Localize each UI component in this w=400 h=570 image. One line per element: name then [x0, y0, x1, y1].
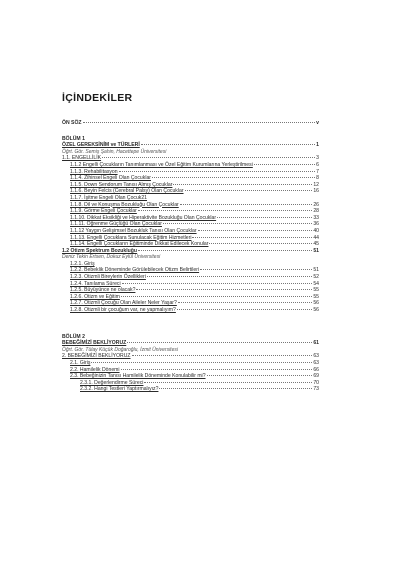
dot-leader: [138, 210, 313, 211]
dot-leader: [147, 276, 312, 277]
entry-page: 66: [313, 366, 319, 373]
toc-entry[interactable]: [62, 287, 319, 294]
table-of-contents: [62, 120, 319, 393]
entry-page: 69: [313, 373, 319, 380]
toc-entry[interactable]: [62, 175, 319, 182]
entry-page: 51: [313, 267, 319, 274]
entry-page: 63: [313, 360, 319, 366]
entry-title: 1.1.6. Beyin Felcis (Cerebral Palsy) Olan Çocuklar: [70, 188, 184, 195]
entry-page: 7: [316, 168, 319, 175]
entry-title: 1.2.1. Giriş: [70, 260, 95, 267]
chapter-label: BÖLÜM 1: [62, 135, 85, 142]
toc-entry[interactable]: [62, 274, 319, 281]
entry-title: 1.1.7. İşitme Engeli Olan Çocuk21: [70, 194, 148, 201]
entry-title: 1.2.5. Büyüyünce ne olacak?: [70, 287, 136, 294]
entry-title: ÖN SÖZ: [62, 120, 82, 126]
toc-entry[interactable]: [62, 373, 319, 380]
entry-title: 2.3. Bebeğinizin Tanısı Hamilelik Döneminde Konulabilir mi?: [70, 373, 206, 380]
page-title: İÇİNDEKİLER: [62, 92, 133, 104]
entry-title: BEBEĞİMİZİ BEKLİYORUZ: [62, 340, 127, 347]
entry-title: 1.1.4. Zihinsel Engeli Olan Çocuklar: [70, 175, 151, 182]
dot-leader: [173, 184, 312, 185]
entry-title: 1.1.11. Öğrenme Güçlüğü Olan Çocuklar: [70, 221, 162, 228]
entry-title: 1.1.8. Dil ve Konuşma Bozukluğu Olan Çocuklar: [70, 201, 179, 208]
entry-page: 16: [313, 188, 319, 195]
entry-page: 8: [316, 175, 319, 182]
dot-leader: [198, 230, 313, 231]
toc-entry[interactable]: [62, 202, 319, 209]
toc-entry[interactable]: [62, 221, 319, 228]
entry-page: 73: [313, 386, 319, 393]
toc-entry[interactable]: [62, 228, 319, 235]
entry-page: 55: [313, 287, 319, 294]
toc-entry[interactable]: [62, 182, 319, 189]
toc-entry[interactable]: [62, 300, 319, 307]
dot-leader: [119, 171, 316, 172]
toc-entry[interactable]: [62, 208, 319, 215]
entry-title: 1.1.2 Engelli Çocukların Tanımlanması ve Özel Eğitim Kurumlarına Yerleştirilmesi: [70, 161, 253, 168]
dot-leader: [192, 237, 312, 238]
entry-page: 33: [313, 214, 319, 221]
dot-leader: [127, 342, 312, 343]
entry-title: ÖZEL GEREKSİNİM ve TÜRLERİ: [62, 142, 140, 149]
entry-title: 1.1.12 Yaygın Gelişimsel Bozukluk Tanısı Olan Çocuklar: [70, 227, 197, 234]
entry-page: 36: [313, 221, 319, 228]
toc-entry[interactable]: [62, 169, 319, 176]
entry-title: 1.1.5. Down Sendorum Tanısı Almış Çocuklar: [70, 181, 173, 188]
toc-entry[interactable]: [62, 294, 319, 301]
chapter-heading[interactable]: [62, 340, 319, 347]
dot-leader: [138, 250, 312, 251]
entry-title: 2. BEBEĞİMİZİ BEKLİYORUZ: [62, 353, 131, 360]
spacer: [62, 127, 319, 136]
dot-leader: [122, 283, 313, 284]
entry-title: 1.2 Otizm Spektrum Bozukluğu: [62, 247, 138, 254]
toc-section[interactable]: [62, 353, 319, 360]
entry-title: 2.1. Giriş: [70, 360, 91, 366]
entry-page: 12: [313, 181, 319, 188]
toc-entry[interactable]: [62, 367, 319, 374]
toc-entry[interactable]: [62, 261, 319, 268]
dot-leader: [180, 204, 313, 205]
dot-leader: [152, 177, 315, 178]
spacer: [62, 314, 319, 334]
entry-page: 70: [313, 379, 319, 386]
entry-page: 54: [313, 280, 319, 287]
dot-leader: [185, 190, 313, 191]
entry-title: 1.2.6. Otizm ve Eğitim: [70, 293, 120, 300]
entry-page: 52: [313, 274, 319, 281]
entry-page: 45: [313, 241, 319, 248]
entry-page: 56: [313, 307, 319, 314]
dot-leader: [136, 289, 312, 290]
entry-page: 3: [316, 155, 319, 162]
entry-page: 61: [313, 340, 319, 347]
toc-entry[interactable]: [62, 188, 319, 195]
chapter-author: Öğrt. Gör. Semiş Şahin, Hacettepe Üniversitesi: [62, 148, 167, 155]
toc-entry[interactable]: [62, 281, 319, 288]
entry-title: 1.1.13. Engelli Çocuklara Sunulacak Eğitim Hizmetleri: [70, 234, 192, 241]
toc-entry-on-soz[interactable]: [62, 120, 319, 127]
entry-page: 6: [316, 161, 319, 168]
entry-title: 1.2.7. Otizmli Çocuğu Olan Aileler Neler Yaşar?: [70, 300, 177, 307]
dot-leader: [121, 369, 313, 370]
entry-page: 28: [313, 208, 319, 215]
dot-leader: [83, 122, 316, 123]
entry-page: 40: [313, 227, 319, 234]
toc-entry[interactable]: [62, 307, 319, 314]
entry-page: 63: [313, 353, 319, 360]
entry-page: v: [316, 120, 319, 126]
entry-title: 1.1.3. Rehabilitasyon: [70, 168, 118, 175]
entry-title: 1.2.8. Otizmli bir çocuğum var, ne yapmalıyım?: [70, 307, 176, 314]
entry-title: 1.1.14. Engelli Çocukların Eğitiminde Dikkat Edilecek Konular: [70, 241, 209, 248]
toc-entry[interactable]: [62, 241, 319, 248]
chapter-author: Öğrt. Gör. Tülay Küçük Doğaroğlu, İzmit Üniversitesi: [62, 346, 178, 353]
entry-title: 1.1.10. Dikkat Eksikliği ve Hiperaktivite Bozukluğu Olan Çocuklar: [70, 214, 217, 221]
entry-page: 51: [313, 247, 319, 254]
toc-entry[interactable]: [62, 235, 319, 242]
entry-title: 1.1. ENGELLİLİK: [62, 155, 102, 162]
section-author: Deniz Tekin Ertsen, Dokuz Eylül Üniversitesi: [62, 254, 161, 261]
dot-leader: [254, 164, 315, 165]
toc-section[interactable]: [62, 155, 319, 162]
dot-leader: [102, 157, 315, 158]
toc-entry[interactable]: [62, 380, 319, 387]
dot-leader: [163, 223, 312, 224]
toc-entry[interactable]: [62, 386, 319, 393]
entry-page: 55: [313, 293, 319, 300]
toc-entry[interactable]: [62, 195, 319, 202]
entry-title: 1.2.4. Tanılama Süreci: [70, 280, 121, 287]
entry-page: 1: [316, 142, 319, 149]
dot-leader: [178, 302, 312, 303]
dot-leader: [217, 217, 312, 218]
entry-title: 1.1.9. Görme Engeli Çocuklar: [70, 208, 137, 215]
dot-leader: [200, 269, 312, 270]
entry-page: 44: [313, 234, 319, 241]
dot-leader: [159, 388, 312, 389]
dot-leader: [132, 355, 313, 356]
entry-title: 2.2. Hamilelik Dönemi: [70, 366, 120, 373]
dot-leader: [121, 296, 313, 297]
entry-title: 1.2.3. Otizmli Bireylerin Özellikleri: [70, 274, 146, 281]
entry-title: 2.3.2. Hangi Testleri Yaptırmalıyız?: [80, 386, 159, 393]
chapter-heading[interactable]: [62, 142, 319, 149]
dot-leader: [209, 243, 312, 244]
entry-title: 1.2.2. Bebeklik Döneminde Görülebilecek Otizm Belirtileri: [70, 267, 200, 274]
toc-entry[interactable]: [62, 162, 319, 169]
dot-leader: [144, 382, 312, 383]
entry-page: 56: [313, 300, 319, 307]
dot-leader: [207, 375, 313, 376]
entry-title: 2.3.1. Değerlendirme Süreci: [80, 379, 144, 386]
entry-page: 26: [313, 201, 319, 208]
toc-entry[interactable]: [62, 360, 319, 367]
dot-leader: [91, 362, 312, 363]
dot-leader: [177, 309, 312, 310]
dot-leader: [141, 144, 315, 145]
chapter-label: BÖLÜM 2: [62, 333, 85, 340]
